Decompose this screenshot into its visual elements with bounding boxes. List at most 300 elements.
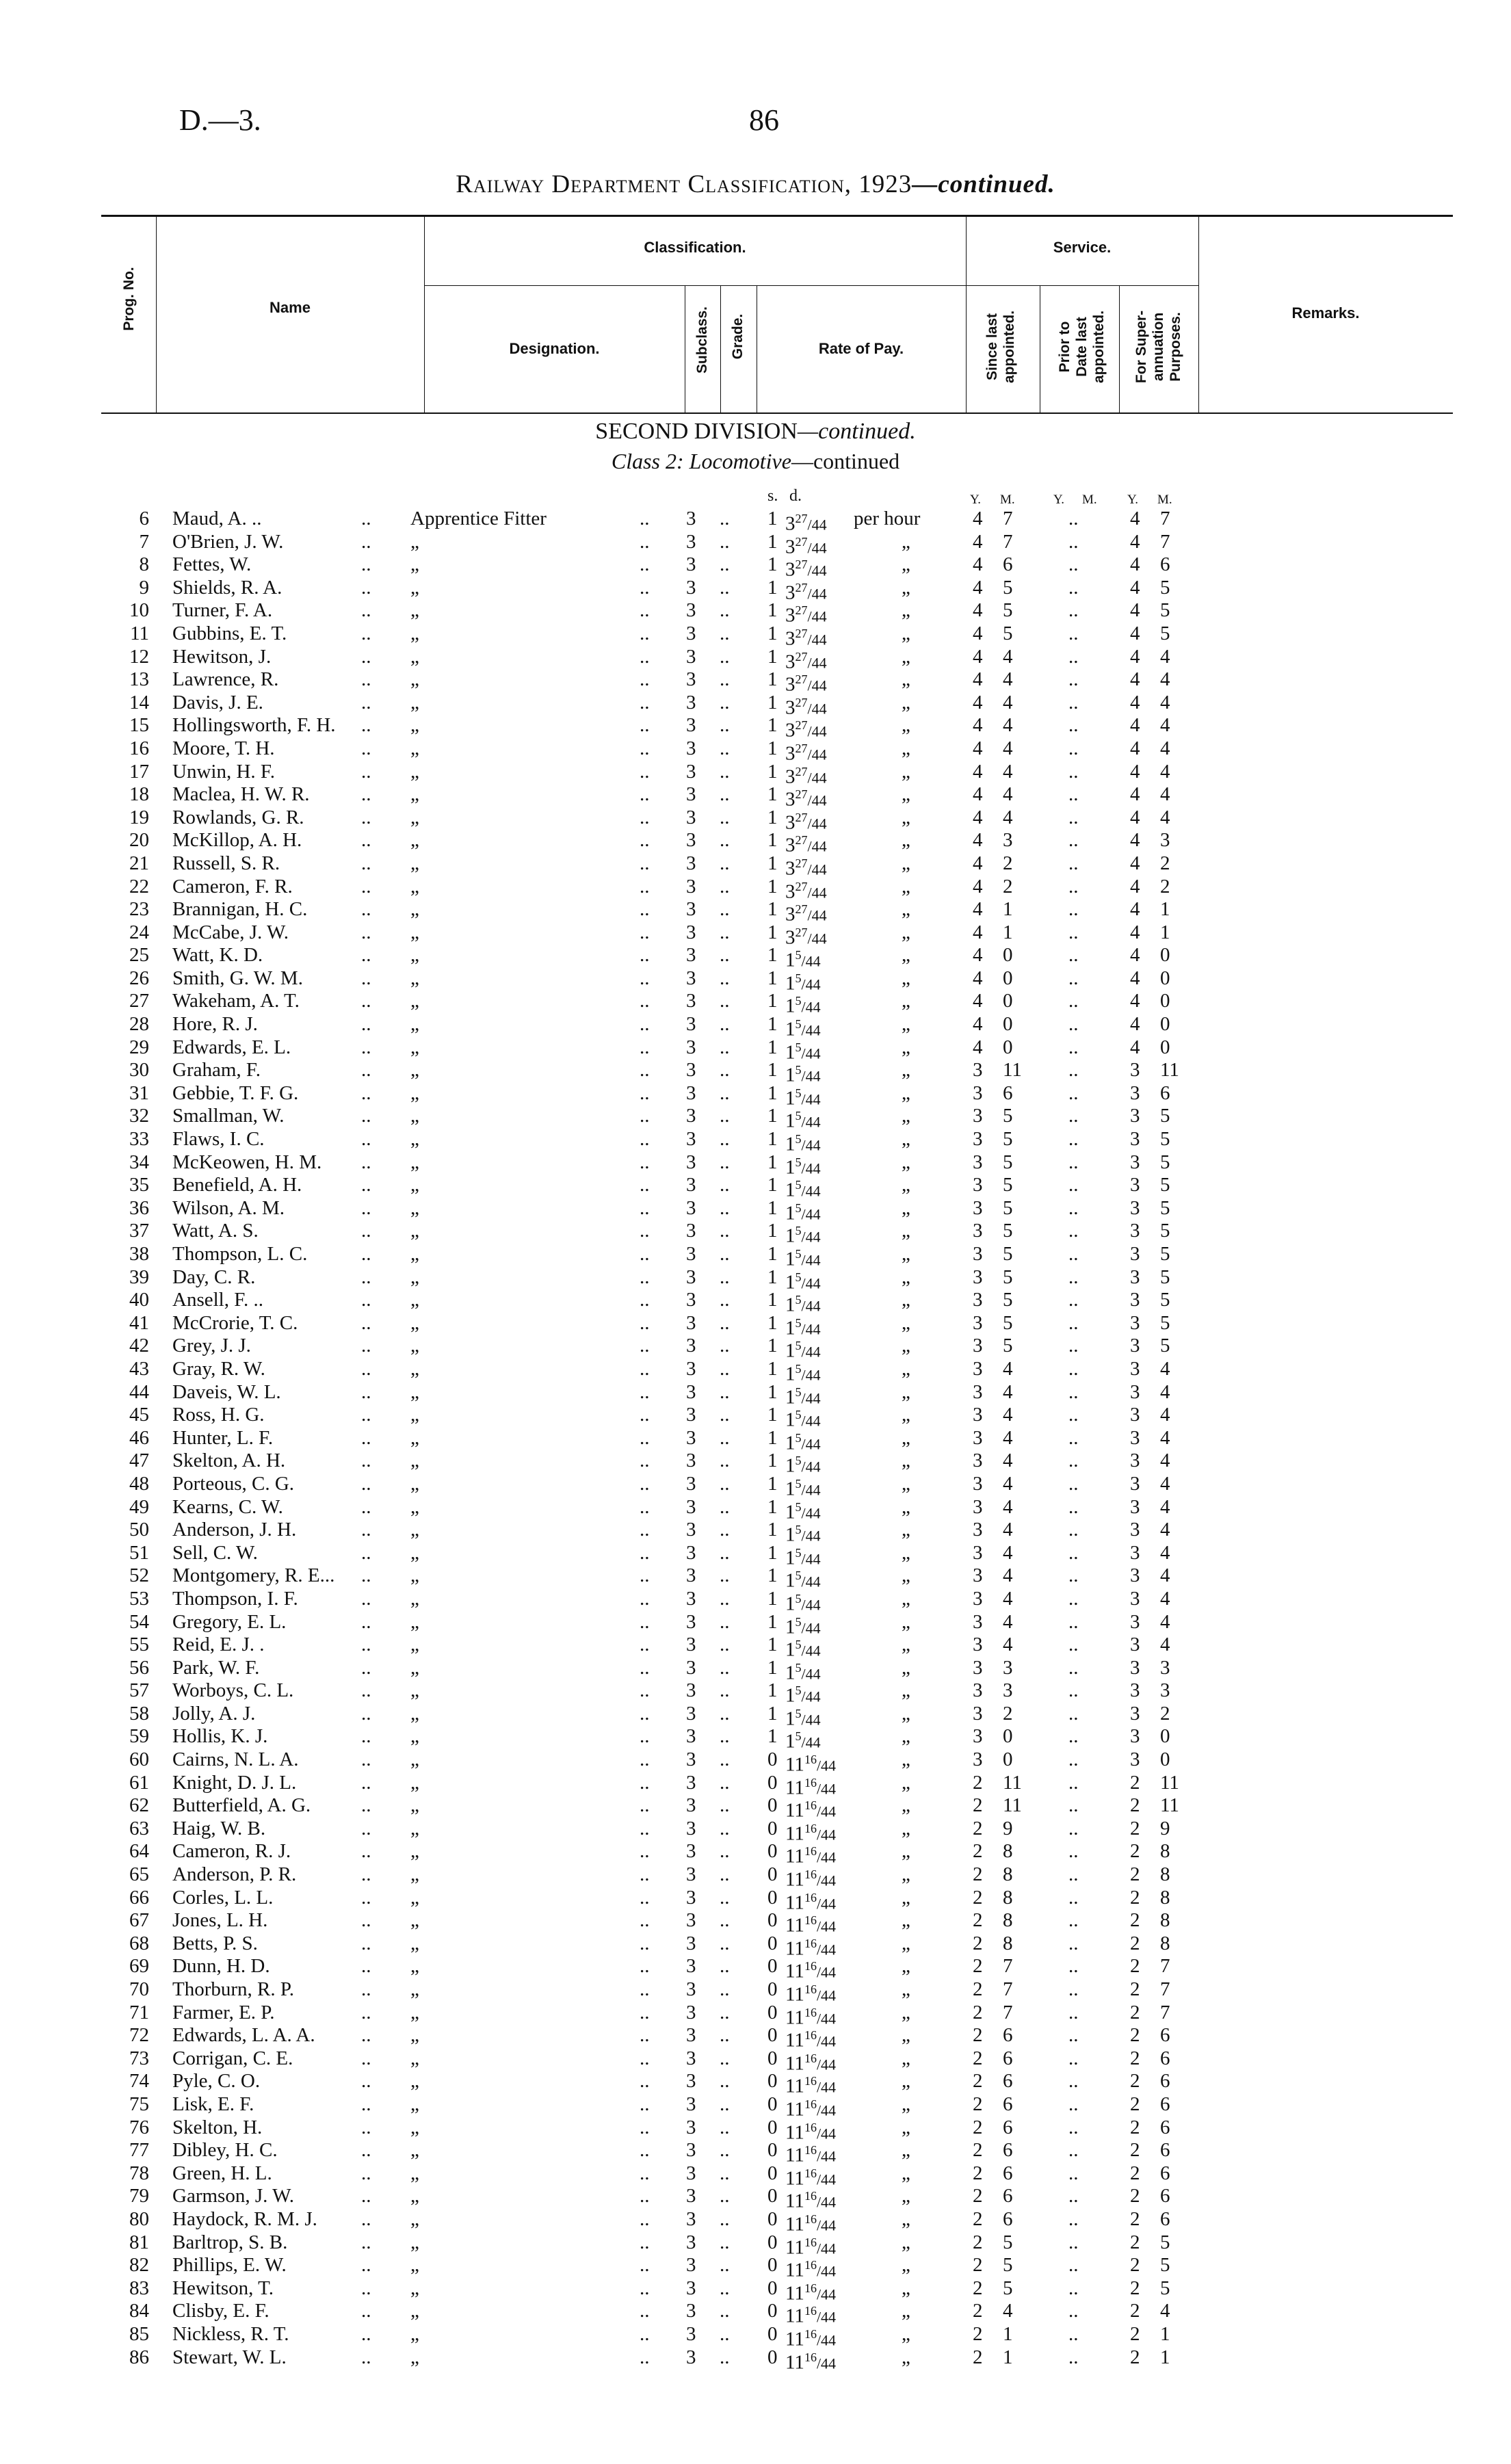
pence-fraction-numerator: 27 [795, 534, 808, 549]
designation: Apprentice Fitter [410, 508, 547, 529]
leader-dots: .. [361, 576, 371, 599]
pay-unit-ditto: „ [902, 2162, 910, 2184]
leader-dots: .. [361, 967, 371, 989]
pay-unit-ditto: „ [902, 1817, 910, 1839]
since-months: 3 [1003, 829, 1013, 852]
pence-fraction-numerator: 5 [795, 1132, 802, 1146]
employee-name: McKeowen, H. M. [172, 1151, 322, 1173]
prior-dots: .. [1068, 852, 1079, 874]
super-months: 6 [1160, 2116, 1170, 2138]
super-months: 2 [1160, 852, 1170, 874]
pence-fraction-numerator: 5 [795, 1339, 802, 1353]
shillings-unit: s. [767, 487, 778, 505]
employee-name: Fettes, W. [172, 553, 252, 576]
super-months: 5 [1160, 1220, 1170, 1242]
table-row [0, 1679, 1511, 1707]
pence-fraction-numerator: 27 [795, 741, 808, 755]
leader-dots: .. [640, 2322, 650, 2345]
leader-dots: .. [720, 1426, 730, 1449]
since-years: 4 [973, 691, 983, 713]
prior-dots: .. [1068, 2322, 1079, 2345]
pence-fraction-numerator: 16 [804, 1959, 817, 1974]
leader-dots: .. [720, 1725, 730, 1748]
leader-dots: .. [720, 1059, 730, 1082]
super-months: 1 [1160, 2346, 1170, 2368]
since-months: 4 [1003, 645, 1013, 668]
pay-unit-ditto: „ [902, 1105, 910, 1127]
prior-dots: .. [1068, 1771, 1079, 1794]
leader-dots: .. [640, 829, 650, 852]
pence-whole: 1 [785, 1087, 796, 1110]
leader-dots: .. [640, 1357, 650, 1380]
leader-dots: .. [720, 990, 730, 1012]
prog-no: 32 [129, 1105, 149, 1127]
pence-fraction-numerator: 5 [795, 1569, 802, 1583]
pay-unit-ditto: „ [902, 921, 910, 943]
designation: „ [410, 1450, 419, 1472]
super-months: 4 [1160, 714, 1170, 737]
pence-whole: 11 [785, 2236, 804, 2259]
pence-fraction-denominator: /44 [801, 1274, 821, 1292]
super-years: 4 [1130, 1013, 1140, 1036]
pence-whole: 11 [785, 1914, 804, 1937]
leader-dots: .. [720, 1311, 730, 1334]
super-years: 4 [1130, 737, 1140, 759]
table-row [0, 760, 1511, 788]
designation: „ [410, 1357, 419, 1380]
table-row [0, 1311, 1511, 1339]
pence-fraction-denominator: /44 [816, 1872, 837, 1889]
leader-dots: .. [720, 921, 730, 943]
service-header: Service. [1053, 239, 1112, 256]
subclass: 3 [686, 737, 696, 759]
pay-unit-ditto: „ [902, 691, 910, 713]
prog-no: 70 [129, 1978, 149, 2000]
pence-whole: 1 [785, 1340, 796, 1363]
pence-fraction-denominator: /44 [807, 837, 827, 855]
prior-dots: .. [1068, 1059, 1079, 1082]
pence-whole: 1 [785, 1455, 796, 1477]
pence-whole: 1 [785, 1707, 796, 1730]
prior-dots: .. [1068, 2300, 1079, 2322]
leader-dots: .. [640, 2162, 650, 2184]
subclass: 3 [686, 2322, 696, 2345]
pence-whole: 11 [785, 1753, 804, 1776]
designation: „ [410, 2346, 419, 2368]
subclass: 3 [686, 2300, 696, 2322]
designation: „ [410, 1725, 419, 1748]
leader-dots: .. [640, 714, 650, 737]
since-years: 2 [973, 2322, 983, 2345]
super-years: 3 [1130, 1656, 1140, 1679]
prog-no: 63 [129, 1817, 149, 1839]
leader-dots: .. [720, 2093, 730, 2115]
super-years: 3 [1130, 1196, 1140, 1219]
pence-whole: 1 [785, 1501, 796, 1523]
pay-unit-ditto: „ [902, 1863, 910, 1886]
designation-header: Designation. [509, 340, 600, 357]
since-months: 6 [1003, 2024, 1013, 2047]
leader-dots: .. [640, 2116, 650, 2138]
since-years: 2 [973, 2231, 983, 2253]
leader-dots: .. [361, 1243, 371, 1265]
super-months: 5 [1160, 1196, 1170, 1219]
prior-to-header: Prior to Date last appointed. [1057, 310, 1107, 384]
leader-dots: .. [720, 2185, 730, 2207]
since-years: 2 [973, 1794, 983, 1817]
since-years: 2 [973, 2093, 983, 2115]
prior-dots: .. [1068, 1151, 1079, 1173]
pence-whole: 1 [785, 1662, 796, 1684]
subclass: 3 [686, 1840, 696, 1863]
leader-dots: .. [720, 1335, 730, 1357]
designation: „ [410, 1794, 419, 1817]
pence-whole: 1 [785, 1248, 796, 1270]
table-row [0, 1472, 1511, 1500]
prior-dots: .. [1068, 1311, 1079, 1334]
table-row [0, 1541, 1511, 1569]
employee-name: Hore, R. J. [172, 1013, 258, 1036]
since-years: 4 [973, 852, 983, 874]
super-months: 4 [1160, 1450, 1170, 1472]
since-years: 3 [973, 1450, 983, 1472]
leader-dots: .. [640, 1955, 650, 1978]
leader-dots: .. [640, 1013, 650, 1036]
super-months: 4 [1160, 2300, 1170, 2322]
table-row [0, 921, 1511, 949]
table-row [0, 1128, 1511, 1155]
pence-fraction-denominator: /44 [816, 2194, 837, 2211]
pay-unit-ditto: „ [902, 898, 910, 921]
pence-whole: 1 [785, 949, 796, 971]
leader-dots: .. [720, 1840, 730, 1863]
subclass: 3 [686, 1932, 696, 1954]
since-months: 4 [1003, 1519, 1013, 1541]
pay-unit-ditto: „ [902, 2024, 910, 2047]
prior-dots: .. [1068, 2001, 1079, 2023]
super-years: 2 [1130, 2162, 1140, 2184]
pence-fraction-denominator: /44 [801, 1412, 821, 1430]
leader-dots: .. [720, 1105, 730, 1127]
pence-fraction-numerator: 27 [795, 626, 808, 640]
super-months: 5 [1160, 1174, 1170, 1196]
prior-dots: .. [1068, 1909, 1079, 1932]
leader-dots: .. [640, 1196, 650, 1219]
designation: „ [410, 737, 419, 759]
leader-dots: .. [361, 1380, 371, 1403]
subclass: 3 [686, 599, 696, 622]
pence-fraction-numerator: 16 [804, 1936, 817, 1950]
table-row [0, 2346, 1511, 2374]
leader-dots: .. [720, 1955, 730, 1978]
pence-whole: 1 [785, 1271, 796, 1294]
leader-dots: .. [640, 1311, 650, 1334]
pence-whole: 1 [785, 1616, 796, 1638]
designation: „ [410, 2322, 419, 2345]
prog-no: 44 [129, 1380, 149, 1403]
designation: „ [410, 1495, 419, 1518]
leader-dots: .. [361, 691, 371, 713]
prog-no: 86 [129, 2346, 149, 2368]
super-years: 3 [1130, 1634, 1140, 1656]
super-years: 3 [1130, 1725, 1140, 1748]
pay-unit-ditto: „ [902, 1059, 910, 1082]
super-months: 6 [1160, 2047, 1170, 2069]
since-months: 4 [1003, 1357, 1013, 1380]
since-years: 4 [973, 967, 983, 989]
super-months: 0 [1160, 1725, 1170, 1748]
pence-whole: 11 [785, 1846, 804, 1868]
employee-name: Edwards, E. L. [172, 1036, 291, 1058]
prog-no: 43 [129, 1357, 149, 1380]
prior-dots: .. [1068, 1725, 1079, 1748]
subclass: 3 [686, 2047, 696, 2069]
subclass: 3 [686, 1128, 696, 1151]
pence-fraction-denominator: /44 [801, 1458, 821, 1476]
designation: „ [410, 2139, 419, 2162]
since-years: 2 [973, 2024, 983, 2047]
super-months: 8 [1160, 1840, 1170, 1863]
super-years: 3 [1130, 1311, 1140, 1334]
super-years: 4 [1130, 921, 1140, 943]
leader-dots: .. [361, 1196, 371, 1219]
since-months: 2 [1003, 1702, 1013, 1725]
table-row [0, 691, 1511, 719]
prior-dots: .. [1068, 1748, 1079, 1771]
since-months: 1 [1003, 2346, 1013, 2368]
pence-fraction-denominator: /44 [807, 884, 827, 902]
designation: „ [410, 1610, 419, 1633]
pence-whole: 1 [785, 1064, 796, 1086]
since-years: 3 [973, 1725, 983, 1748]
prior-dots: .. [1068, 1335, 1079, 1357]
pay-shillings: 0 [767, 2185, 778, 2207]
leader-dots: .. [640, 1036, 650, 1058]
since-months: 5 [1003, 1289, 1013, 1311]
designation: „ [410, 1679, 419, 1702]
prog-no: 58 [129, 1702, 149, 1725]
leader-dots: .. [720, 668, 730, 691]
pence-fraction-denominator: /44 [801, 1573, 821, 1590]
super-months: 5 [1160, 1105, 1170, 1127]
leader-dots: .. [640, 2139, 650, 2162]
prior-dots: .. [1068, 1587, 1079, 1610]
employee-name: Shields, R. A. [172, 576, 283, 599]
pence-whole: 11 [785, 1937, 804, 1960]
subclass: 3 [686, 1863, 696, 1886]
pay-unit-ditto: „ [902, 530, 910, 553]
pay-shillings: 0 [767, 2162, 778, 2184]
prog-no: 59 [129, 1725, 149, 1748]
since-months: 7 [1003, 1955, 1013, 1978]
super-months: 4 [1160, 760, 1170, 783]
pence-whole: 1 [785, 1179, 796, 1201]
super-months: 5 [1160, 2277, 1170, 2299]
pence-fraction-numerator: 27 [795, 925, 808, 939]
pay-shillings: 1 [767, 668, 778, 691]
leader-dots: .. [720, 508, 730, 529]
pay-shillings: 1 [767, 1311, 778, 1334]
prior-dots: .. [1068, 2047, 1079, 2069]
designation: „ [410, 1656, 419, 1679]
since-years: 4 [973, 1036, 983, 1058]
class-heading: Class 2: Locomotive—continued [611, 449, 900, 473]
employee-name: Garmson, J. W. [172, 2185, 295, 2207]
leader-dots: .. [361, 1840, 371, 1863]
employee-name: Hollis, K. J. [172, 1725, 268, 1748]
designation: „ [410, 1702, 419, 1725]
designation: „ [410, 2231, 419, 2253]
designation: „ [410, 622, 419, 644]
since-months: 4 [1003, 783, 1013, 806]
leader-dots: .. [361, 1151, 371, 1173]
super-months: 6 [1160, 2024, 1170, 2047]
subclass: 3 [686, 1978, 696, 2000]
table-row [0, 1289, 1511, 1316]
table-row [0, 553, 1511, 581]
pence-whole: 1 [785, 1133, 796, 1155]
leader-dots: .. [361, 2254, 371, 2277]
employee-name: Day, C. R. [172, 1266, 256, 1288]
pence-whole: 11 [785, 2075, 804, 2098]
super-months: 2 [1160, 1702, 1170, 1725]
pay-unit-ditto: „ [902, 2001, 910, 2023]
division-heading: SECOND DIVISION—continued. [595, 419, 916, 444]
prog-no: 68 [129, 1932, 149, 1954]
table-row [0, 1036, 1511, 1064]
pay-shillings: 1 [767, 1059, 778, 1082]
pence-whole: 1 [785, 1363, 796, 1385]
super-years: 3 [1130, 1105, 1140, 1127]
leader-dots: .. [361, 760, 371, 783]
super-years: 3 [1130, 1128, 1140, 1151]
pence-fraction-denominator: /44 [801, 1550, 821, 1568]
pay-unit-ditto: „ [902, 1380, 910, 1403]
leader-dots: .. [640, 760, 650, 783]
super-years: 3 [1130, 1748, 1140, 1771]
prog-no: 74 [129, 2070, 149, 2093]
pence-whole: 1 [785, 1018, 796, 1040]
designation: „ [410, 2254, 419, 2277]
subclass: 3 [686, 760, 696, 783]
designation: „ [410, 1955, 419, 1978]
pence-whole: 1 [785, 1432, 796, 1454]
leader-dots: .. [640, 898, 650, 921]
prior-dots: .. [1068, 1634, 1079, 1656]
prior-dots: .. [1068, 2093, 1079, 2115]
pence-whole: 1 [785, 1684, 796, 1707]
employee-name: Maclea, H. W. R. [172, 783, 310, 806]
leader-dots: .. [640, 1656, 650, 1679]
super-years: 3 [1130, 1174, 1140, 1196]
super-years: 3 [1130, 1679, 1140, 1702]
employee-name: Graham, F. [172, 1059, 261, 1082]
leader-dots: .. [640, 2070, 650, 2093]
since-years: 4 [973, 599, 983, 622]
employee-name: Corles, L. L. [172, 1886, 274, 1909]
since-years: 2 [973, 1978, 983, 2000]
pay-shillings: 1 [767, 1289, 778, 1311]
leader-dots: .. [720, 1863, 730, 1886]
pence-fraction-denominator: /44 [807, 608, 827, 626]
subclass: 3 [686, 2254, 696, 2277]
pence-whole: 3 [785, 558, 796, 581]
pay-unit-ditto: „ [902, 944, 910, 967]
super-months: 5 [1160, 1311, 1170, 1334]
super-months: 5 [1160, 2254, 1170, 2277]
pence-fraction-denominator: /44 [816, 2216, 837, 2234]
pence-whole: 3 [785, 536, 796, 558]
since-months: 5 [1003, 2277, 1013, 2299]
since-years: 3 [973, 1243, 983, 1265]
since-years: 4 [973, 898, 983, 921]
table-row [0, 1335, 1511, 1363]
super-months: 11 [1160, 1059, 1179, 1082]
since-years: 2 [973, 2185, 983, 2207]
subclass: 3 [686, 1380, 696, 1403]
pay-shillings: 0 [767, 1794, 778, 1817]
prior-dots: .. [1068, 990, 1079, 1012]
leader-dots: .. [720, 2139, 730, 2162]
employee-name: Knight, D. J. L. [172, 1771, 297, 1794]
table-row [0, 1013, 1511, 1040]
prior-dots: .. [1068, 1886, 1079, 1909]
subclass: 3 [686, 1634, 696, 1656]
pay-shillings: 0 [767, 2001, 778, 2023]
designation: „ [410, 1817, 419, 1839]
subclass: 3 [686, 2231, 696, 2253]
employee-name: Ansell, F. .. [172, 1289, 264, 1311]
table-row [0, 1748, 1511, 1776]
since-years: 4 [973, 508, 983, 529]
table-row [0, 2001, 1511, 2029]
leader-dots: .. [640, 1404, 650, 1426]
pay-shillings: 1 [767, 576, 778, 599]
prog-no: 71 [129, 2001, 149, 2023]
prog-no: 16 [129, 737, 149, 759]
table-row [0, 530, 1511, 558]
leader-dots: .. [361, 1748, 371, 1771]
leader-dots: .. [640, 1128, 650, 1151]
since-months: 4 [1003, 1380, 1013, 1403]
leader-dots: .. [640, 2254, 650, 2277]
pay-unit-ditto: „ [902, 1357, 910, 1380]
leader-dots: .. [640, 2185, 650, 2207]
table-row [0, 1886, 1511, 1914]
pay-unit-ditto: „ [902, 668, 910, 691]
employee-name: Cairns, N. L. A. [172, 1748, 299, 1771]
leader-dots: .. [361, 2001, 371, 2023]
pence-fraction-denominator: /44 [816, 2010, 837, 2028]
leader-dots: .. [361, 1587, 371, 1610]
pay-pence [785, 2346, 836, 2375]
leader-dots: .. [640, 1587, 650, 1610]
leader-dots: .. [640, 1174, 650, 1196]
pence-fraction-numerator: 5 [795, 1408, 802, 1422]
table-row [0, 2231, 1511, 2259]
prog-no: 18 [129, 783, 149, 806]
designation: „ [410, 783, 419, 806]
prog-no: 79 [129, 2185, 149, 2207]
leader-dots: .. [720, 599, 730, 622]
since-years: 2 [973, 1886, 983, 1909]
prog-no: 33 [129, 1128, 149, 1151]
since-months: 4 [1003, 1610, 1013, 1633]
pay-unit-ditto: „ [902, 1450, 910, 1472]
since-years: 4 [973, 645, 983, 668]
pence-fraction-denominator: /44 [801, 1619, 821, 1637]
since-months: 4 [1003, 714, 1013, 737]
